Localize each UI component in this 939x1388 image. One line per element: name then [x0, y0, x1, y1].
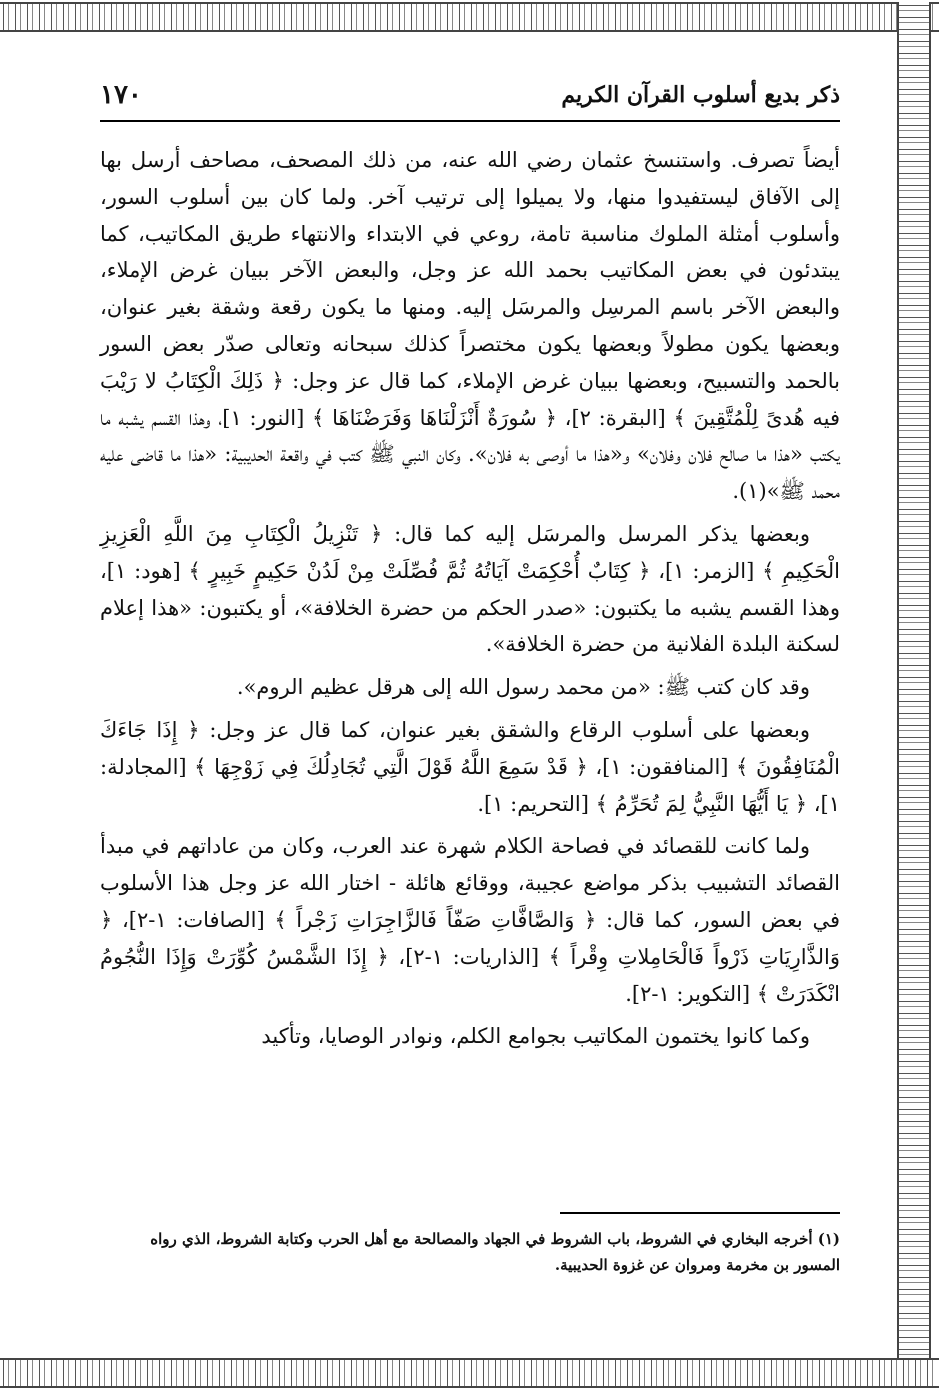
paragraph: وبعضها على أسلوب الرقاع والشقق بغير عنوان، كما قال عز وجل: ﴿ إِذَا جَاءَكَ الْمُنَافِقُونَ ﴾ [المنافقون: ١]، ﴿ قَدْ سَمِعَ اللَّهُ قَوْلَ الَّتِي تُجَادِلُكَ فِي زَوْجِهَا ﴾ [المجادلة: ١]، ﴿ يَا أَيُّهَا النَّبِيُّ لِمَ تُحَرِّمُ ﴾ [التحريم: ١].	[100, 717, 840, 816]
decorative-border-bottom	[0, 1358, 939, 1388]
decorative-border-right	[897, 2, 931, 1388]
paragraph: ولما كانت للقصائد في فصاحة الكلام شهرة عند العرب، وكان من عاداتهم في مبدأ القصائد التشبيب بذكر مواضع عجيبة، ووقائع هائلة - اختار الله عز وجل هذا الأسلوب في بعض السور، كما قال: ﴿ وَالصَّافَّاتِ صَفّاً فَالزَّاجِرَاتِ زَجْراً ﴾ [الصافات: ١-٢]، ﴿ وَالذَّارِيَاتِ ذَرْواً فَالْحَامِلاتِ وِقْراً ﴾ [الذاريات: ١-٢]، ﴿ إِذَا الشَّمْسُ كُوِّرَتْ وَإِذَا النُّجُومُ انْكَدَرَتْ ﴾ [التكوير: ١-٢].	[100, 834, 841, 1006]
page-number: ١٧٠	[100, 80, 142, 110]
paragraph: وبعضها يذكر المرسل والمرسَل إليه كما قال: ﴿ تَنْزِيلُ الْكِتَابِ مِنَ اللَّهِ الْعَزِيزِ الْحَكِيمِ ﴾ [الزمر: ١]، ﴿ كِتَابٌ أُحْكِمَتْ آيَاتُهُ ثُمَّ فُصِّلَتْ مِنْ لَدُنْ حَكِيمٍ خَبِيرٍ ﴾ [هود: ١]، وهذا القسم يشبه ما يكتبون: «صدر الحكم من حضرة الخلافة»، أو يكتبون: «هذا إعلام لسكنة البلدة الفلانية من حضرة الخلافة».	[100, 521, 840, 657]
header-title: ذكر بديع أسلوب القرآن الكريم	[561, 82, 840, 108]
footnote-divider	[560, 1212, 840, 1214]
running-header	[100, 80, 840, 122]
decorative-border-top	[0, 2, 939, 32]
paragraph: أيضاً تصرف. واستنسخ عثمان رضي الله عنه، من ذلك المصحف، مصاحف أرسل بها إلى الآفاق ليستفيدوا منها، ولا يميلوا إلى ترتيب آخر. ولما كان بين أسلوب السور، وأسلوب أمثلة الملوك مناسبة تامة، روعي في الابتداء والانتهاء طريق المكاتيب، كما يبتدئون في بعض المكاتيب بحمد الله عز وجل، والبعض الآخر ببيان غرض الإملاء، والبعض الآخر باسم المرسِل والمرسَل إليه. ومنها ما يكون رقعة وشقة بغير عنوان، وبعضها يكون مطولاً وبعضها يكون مختصراً كذلك سبحانه وتعالى صدّر بعض السور بالحمد والتسبيح، وبعضها ببيان غرض الإملاء، كما قال عز وجل: ﴿ ذَلِكَ الْكِتَابُ لا رَيْبَ فيه هُدىً لِلْمُتَّقِينَ ﴾ [البقرة: ٢]، ﴿ سُورَةٌ أَنْزَلْنَاهَا وَفَرَضْنَاهَا ﴾ [النور: ١]، وهذا القسم يشبه ما يكتب «هذا ما صالح فلان وفلان» و«هذا ما أوصى به فلان». وكان النبي ﷺ كتب في واقعة الحديبية: «هذا ما قاضى عليه محمد ﷺ»(١).	[100, 148, 840, 504]
footnotes	[100, 1226, 840, 1278]
paragraph: وقد كان كتب ﷺ: «من محمد رسول الله إلى هرقل عظيم الروم».	[236, 675, 810, 700]
page	[100, 60, 840, 1340]
footnote: (١) أخرجه البخاري في الشروط، باب الشروط في الجهاد والمصالحة مع أهل الحرب وكتابة الشروط، الذي رواه المسور بن مخرمة ومروان عن غزوة الحديبية.	[150, 1230, 840, 1274]
paragraph: وكما كانوا يختمون المكاتيب بجوامع الكلم، ونوادر الوصايا، وتأكيد	[261, 1024, 810, 1049]
body-text	[100, 142, 840, 1061]
